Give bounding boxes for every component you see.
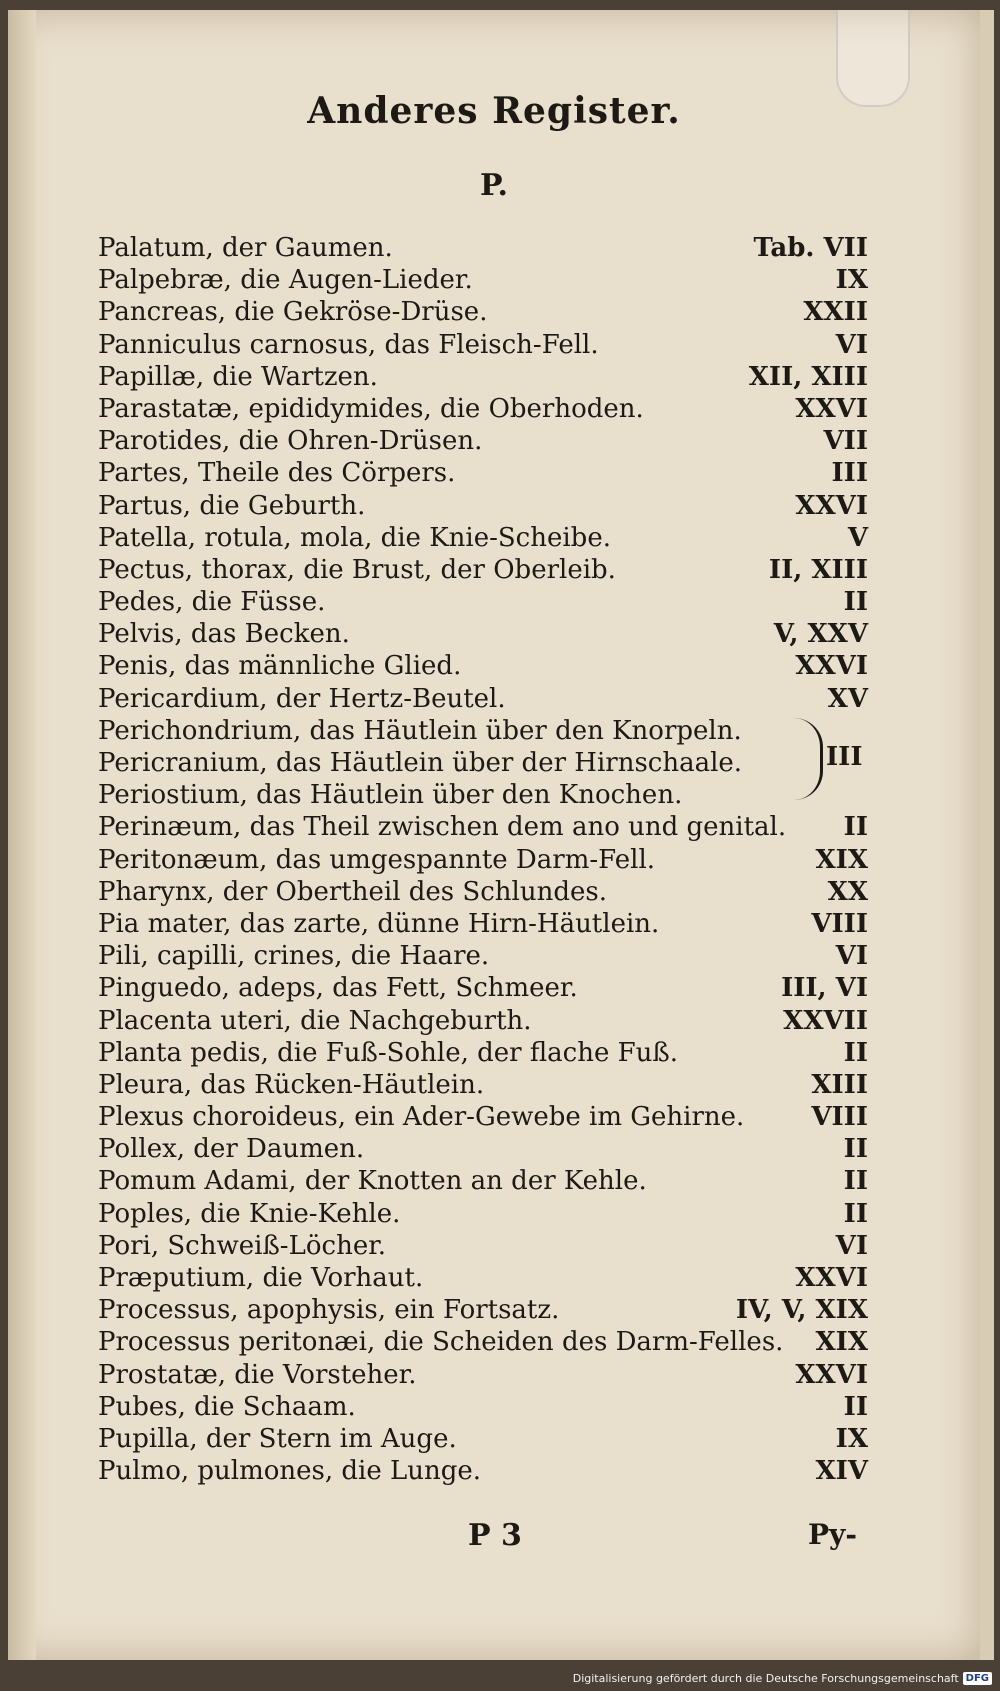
register-entry [98,1165,868,1197]
entry-reference: V [847,522,868,553]
entry-term: Partes, Theile des Cörpers. [98,458,456,489]
register-entry [98,393,868,425]
register-entry [98,1198,868,1230]
register-entry [98,844,868,876]
entry-reference: XIX [815,844,868,875]
register-entry [98,972,868,1004]
entry-reference: VI [835,1230,868,1261]
brace-reference: III [826,742,863,772]
entry-reference: III, VI [781,973,868,1004]
register-entry [98,522,868,554]
entry-term: Pelvis, das Becken. [98,619,350,650]
entry-reference: VI [835,329,868,360]
register-entry [98,683,868,715]
entry-term: Pori, Schweiß-Löcher. [98,1230,387,1261]
entry-term: Periostium, das Häutlein über den Knochen. [98,780,683,811]
entry-reference: II [843,812,868,843]
entry-reference: XII, XIII [748,361,868,392]
entry-reference: XXVI [795,1359,868,1390]
entry-term: Pedes, die Füsse. [98,587,326,618]
entry-term: Præputium, die Vorhaut. [98,1263,424,1293]
entry-term: Planta pedis, die Fuß-Sohle, der flache Fuß. [98,1037,679,1068]
entry-term: Pia mater, das zarte, dünne Hirn-Häutlein. [98,908,660,939]
entry-reference: II [843,587,868,618]
entry-reference: VII [823,426,868,457]
register-entry [98,715,868,747]
entry-term: Pupilla, der Stern im Auge. [98,1423,457,1454]
register-entry [98,1069,868,1101]
entry-reference: XXII [803,297,868,328]
entry-reference: XV [827,683,868,714]
entry-term: Pomum Adami, der Knotten an der Kehle. [98,1166,647,1197]
register-entry [98,554,868,586]
entry-term: Pollex, der Daumen. [98,1134,365,1165]
entry-reference: XIV [815,1456,868,1487]
entry-term: Partus, die Geburth. [98,490,366,521]
register-entry [98,296,868,328]
register-list [98,232,868,1487]
register-entry [98,232,868,264]
entry-reference: VI [835,941,868,972]
entry-term: Pleura, das Rücken-Häutlein. [98,1069,485,1100]
register-entry [98,1005,868,1037]
register-entry [98,1262,868,1294]
register-entry [98,650,868,682]
entry-reference: IX [835,265,868,296]
register-entry [98,811,868,843]
entry-term: Pectus, thorax, die Brust, der Oberleib. [98,554,616,585]
entry-term: Pili, capilli, crines, die Haare. [98,941,490,972]
register-entry [98,1423,868,1455]
register-entry [98,361,868,393]
entry-term: Peritonæum, das umgespannte Darm-Fell. [98,844,656,875]
entry-term: Pulmo, pulmones, die Lunge. [98,1456,482,1487]
entry-term: Poples, die Knie-Kehle. [98,1198,401,1229]
entry-term: Parotides, die Ohren-Drüsen. [98,426,483,457]
entry-reference: XIII [811,1069,868,1100]
register-entry [98,908,868,940]
entry-term: Pancreas, die Gekröse-Drüse. [98,297,488,328]
entry-term: Pubes, die Schaam. [98,1391,356,1422]
register-entry [98,1037,868,1069]
register-entry [98,618,868,650]
book-page [8,10,994,1660]
entry-reference: VIII [811,908,868,939]
entry-reference: II [843,1198,868,1229]
register-entry [98,1359,868,1391]
entry-term: Pericardium, der Hertz-Beutel. [98,683,506,714]
entry-reference: II [843,1134,868,1165]
catchword: Py- [808,1518,857,1551]
page-header: Anderes Register. [307,90,681,132]
entry-reference: II [843,1037,868,1068]
entry-term: Pharynx, der Obertheil des Schlundes. [98,876,607,907]
dfg-logo-icon: DFG [963,1672,992,1685]
entry-term: Palatum, der Gaumen. [98,233,393,263]
entry-reference: XIX [815,1327,868,1358]
section-letter: P. [479,168,509,203]
entry-term: Perinæum, das Theil zwischen dem ano und genital. [98,812,787,843]
register-entry [98,779,868,811]
entry-term: Papillæ, die Wartzen. [98,361,378,392]
signature-mark: P 3 [468,1518,522,1553]
register-entry [98,490,868,522]
entry-reference: IV, V, XIX [735,1295,868,1326]
entry-reference: IX [835,1423,868,1454]
entry-term: Perichondrium, das Häutlein über den Knorpeln. [98,715,742,746]
entry-reference: XX [827,876,868,907]
register-entry [98,1133,868,1165]
digitization-credit [573,1672,992,1685]
entry-reference: XXVI [795,651,868,682]
entry-reference: XXVI [795,393,868,424]
entry-term: Processus peritonæi, die Scheiden des Darm-Felles. [98,1327,784,1358]
register-entry [98,1230,868,1262]
register-entry [98,1326,868,1358]
entry-reference: XXVI [795,1263,868,1293]
register-entry [98,1101,868,1133]
entry-term: Parastatæ, epididymides, die Oberhoden. [98,393,644,424]
register-entry [98,1294,868,1326]
entry-reference: VIII [811,1102,868,1133]
register-entry [98,586,868,618]
register-entry [98,329,868,361]
entry-term: Processus, apophysis, ein Fortsatz. [98,1295,560,1326]
register-entry [98,747,868,779]
entry-term: Prostatæ, die Vorsteher. [98,1359,417,1390]
entry-reference: II, XIII [768,554,868,585]
entry-term: Pericranium, das Häutlein über der Hirnschaale. [98,748,743,778]
register-entry [98,264,868,296]
entry-reference: III [831,458,868,489]
entry-reference: II [843,1391,868,1422]
entry-term: Panniculus carnosus, das Fleisch-Fell. [98,329,599,360]
entry-term: Penis, das männliche Glied. [98,651,462,682]
entry-term: Plexus choroideus, ein Ader-Gewebe im Gehirne. [98,1102,745,1133]
entry-term: Patella, rotula, mola, die Knie-Scheibe. [98,522,611,553]
register-entry [98,457,868,489]
entry-reference: V, XXV [773,619,868,650]
page-gutter [8,10,36,1660]
entry-reference: II [843,1166,868,1197]
entry-reference: Tab. VII [753,233,868,263]
register-entry [98,1391,868,1423]
register-entry [98,940,868,972]
entry-reference: XXVI [795,490,868,521]
register-entry [98,425,868,457]
entry-term: Placenta uteri, die Nachgeburth. [98,1005,532,1036]
entry-term: Pinguedo, adeps, das Fett, Schmeer. [98,973,578,1004]
entry-reference: XXVII [783,1005,868,1036]
credit-text: Digitalisierung gefördert durch die Deutsche Forschungsgemeinschaft [572,1672,959,1685]
register-entry [98,1455,868,1487]
entry-term: Palpebræ, die Augen-Lieder. [98,265,473,296]
register-entry [98,876,868,908]
